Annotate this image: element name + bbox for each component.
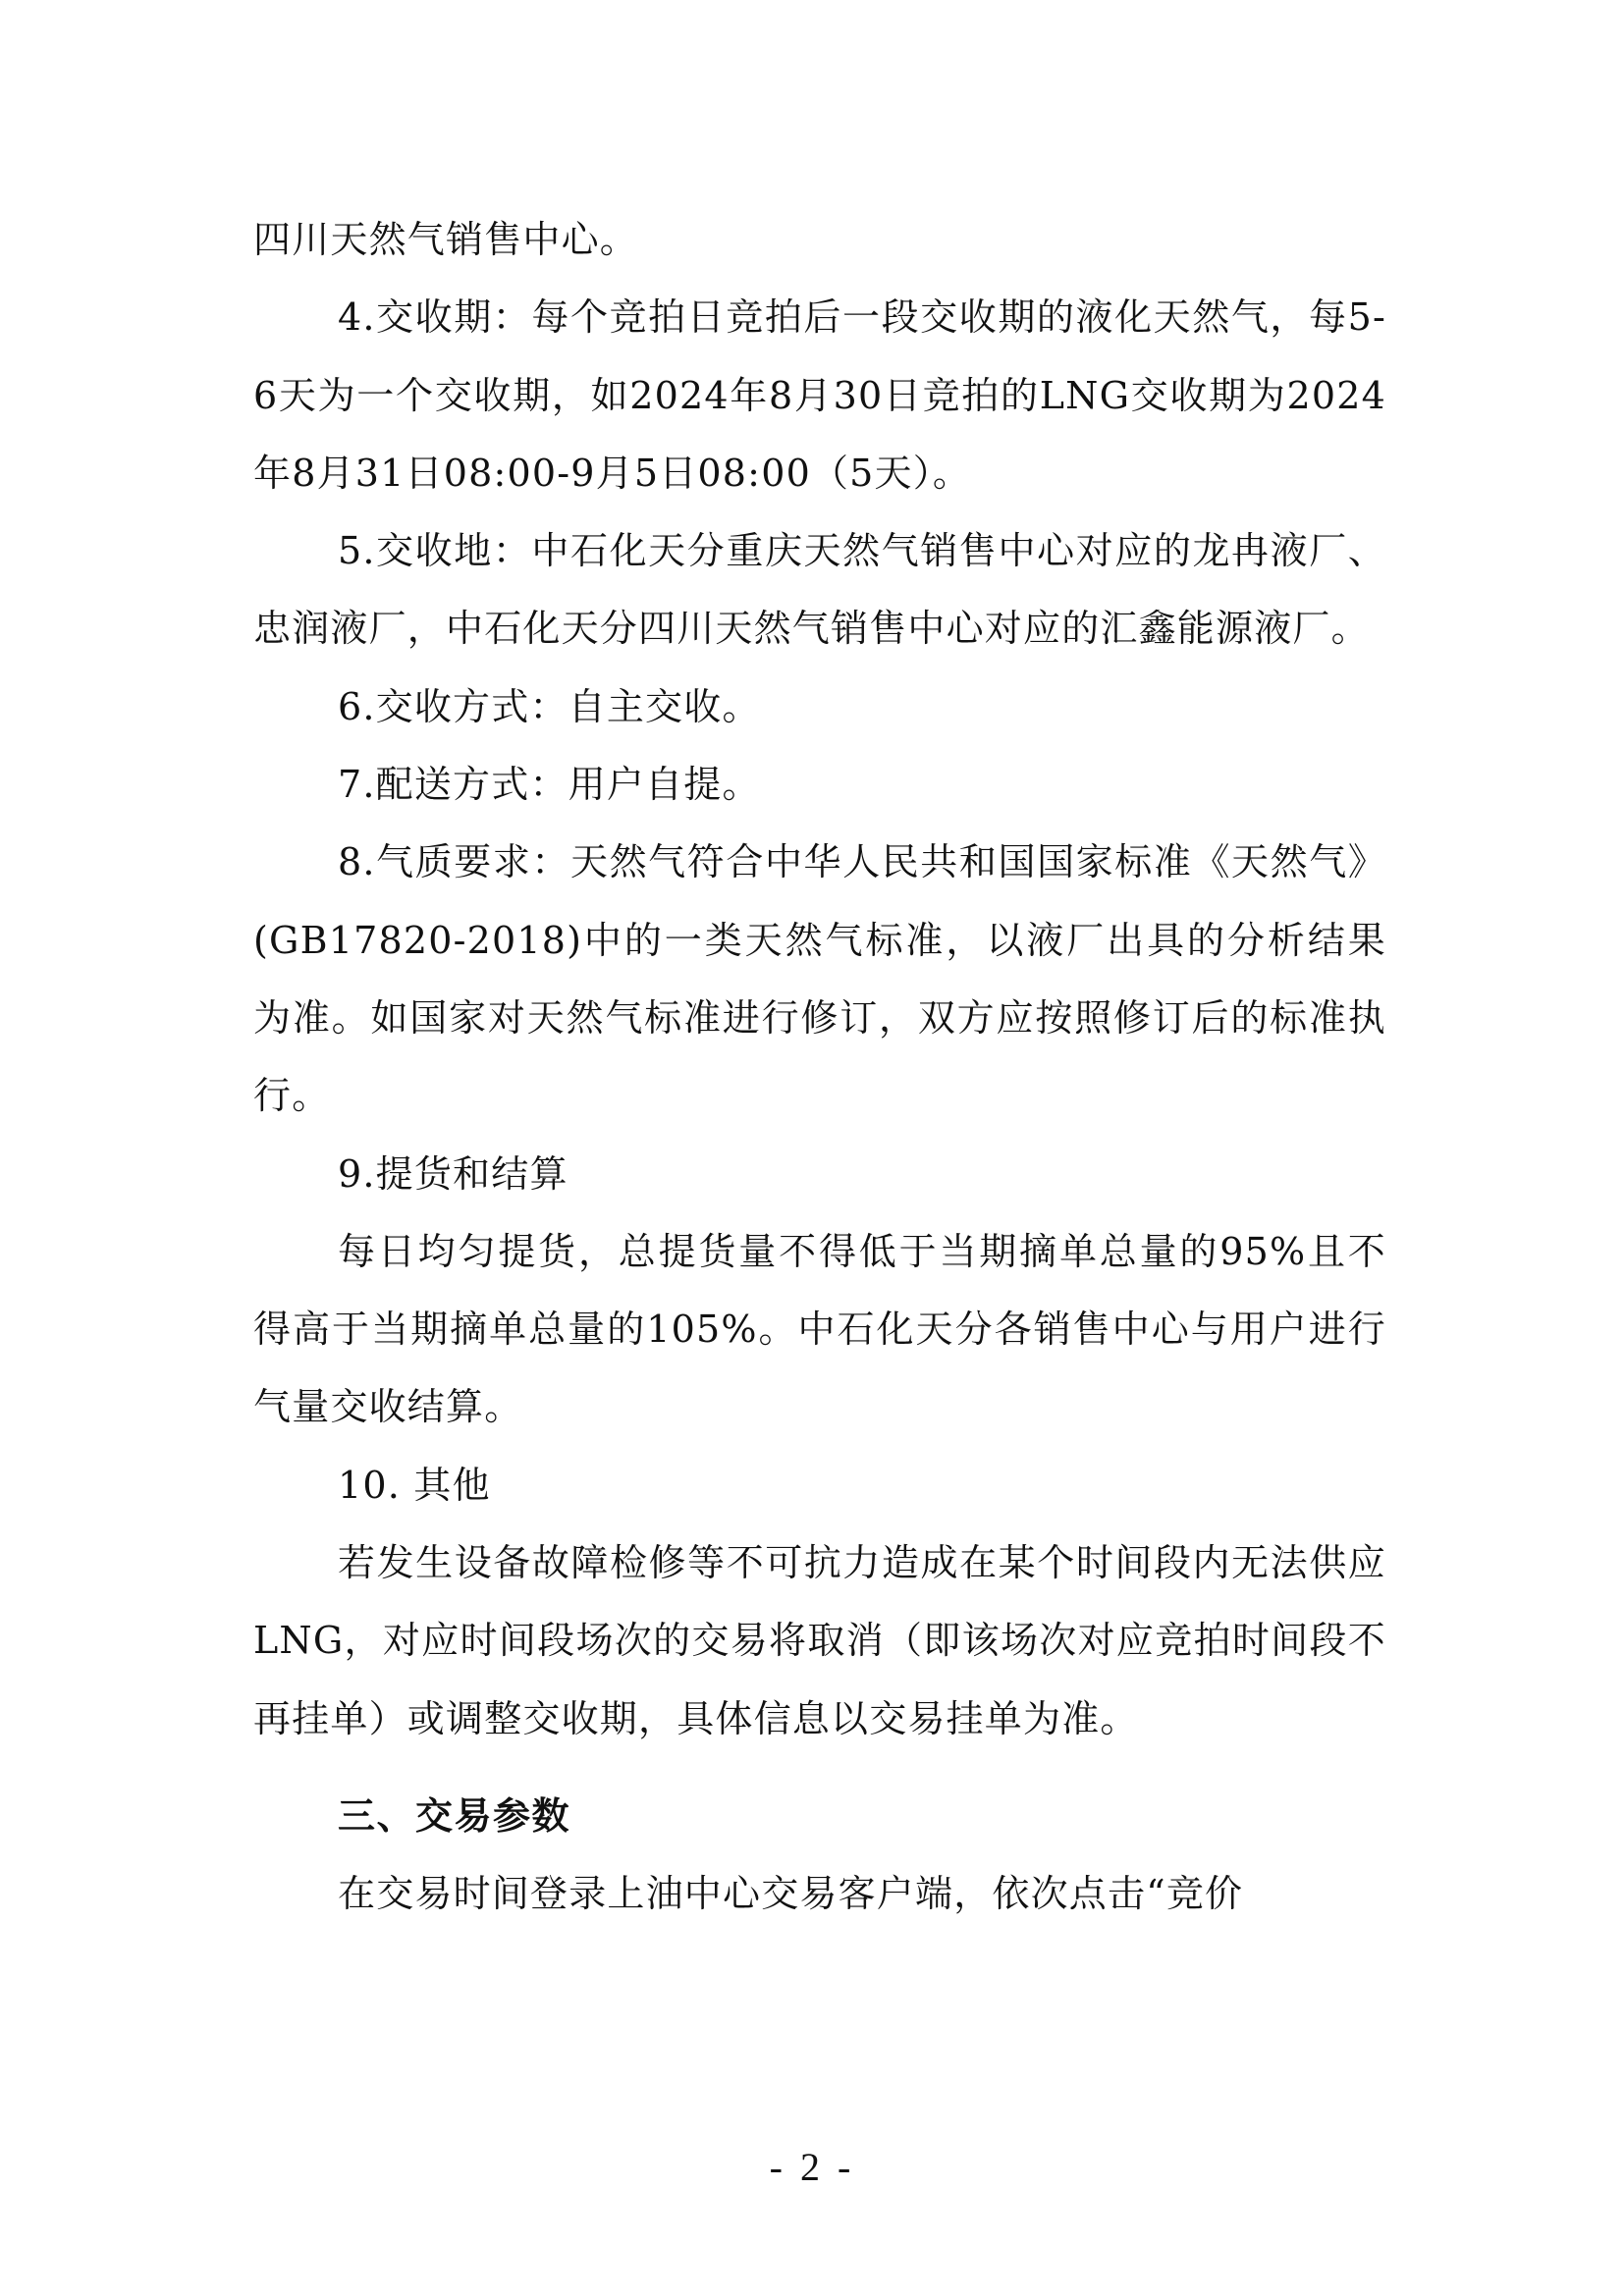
page-number: - 2 - (769, 2145, 855, 2189)
paragraph-other-title: 10. 其他 (338, 1463, 491, 1507)
paragraph-gas-quality: 8.气质要求：天然气符合中华人民共和国国家标准《天然气》(GB17820-2018)中的一类天然气标准，以液厂出具的分析结果为准。如国家对天然气标准进行修订，双方应按照修订后的标准执行。 (253, 840, 1386, 1118)
paragraph-delivery-method: 6.交收方式：自主交收。 (338, 684, 761, 728)
paragraph-other: 若发生设备故障检修等不可抗力造成在某个时间段内无法供应LNG，对应时间段场次的交易将取消（即该场次对应竞拍时间段不再挂单）或调整交收期，具体信息以交易挂单为准。 (253, 1541, 1386, 1740)
paragraph-pickup-settlement: 每日均匀提货，总提货量不得低于当期摘单总量的95%且不得高于当期摘单总量的105%。中石化天分各销售中心与用户进行气量交收结算。 (253, 1229, 1386, 1429)
paragraph-trading-parameters: 在交易时间登录上油中心交易客户端，依次点击“竞价 (338, 1872, 1244, 1916)
section-heading: 三、交易参数 (338, 1793, 571, 1838)
document-body (253, 201, 1386, 1934)
paragraph-continuation: 四川天然气销售中心。 (253, 218, 639, 261)
paragraph-pickup-settlement-title: 9.提货和结算 (338, 1151, 568, 1196)
paragraph-delivery-location: 5.交收地：中石化天分重庆天然气销售中心对应的龙冉液厂、忠润液厂，中石化天分四川天然气销售中心对应的汇鑫能源液厂。 (253, 529, 1386, 651)
paragraph-delivery-period: 4.交收期：每个竞拍日竞拍后一段交收期的液化天然气，每5-6天为一个交收期，如2024年8月30日竞拍的LNG交收期为2024年8月31日08:00-9月5日08:00（5天）。 (253, 295, 1386, 495)
paragraph-distribution-method: 7.配送方式：用户自提。 (338, 763, 761, 807)
